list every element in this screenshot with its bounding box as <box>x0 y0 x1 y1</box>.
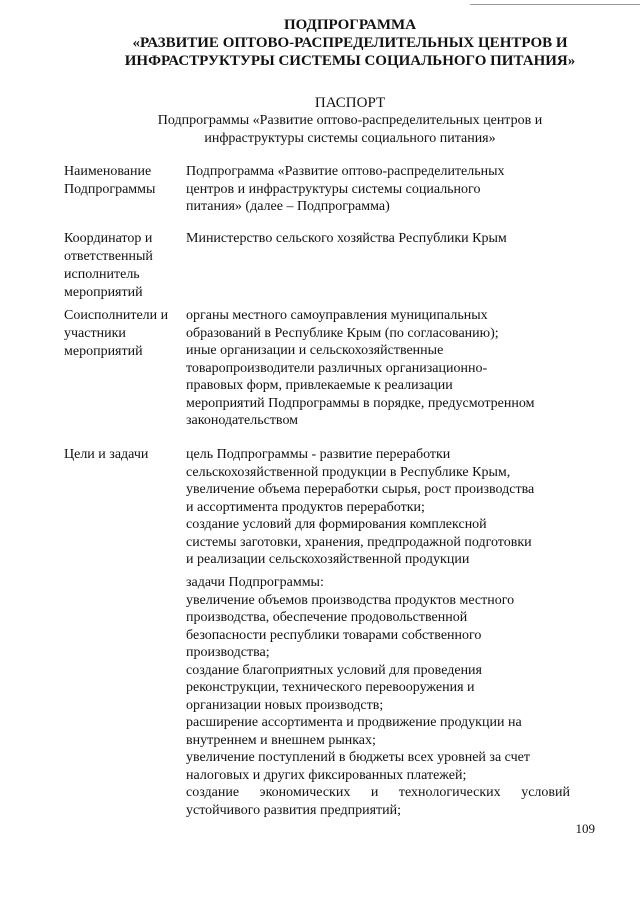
row-value-co-executors <box>186 307 570 430</box>
label-line: мероприятий <box>64 285 143 300</box>
label-line: Наименование <box>64 164 152 179</box>
row-label-co-executors <box>64 307 182 361</box>
label-line: Координатор и <box>64 231 153 246</box>
passport-title: ПАСПОРТ <box>314 95 386 111</box>
value-line: питания» (далее – Подпрограмма) <box>186 199 390 214</box>
label-line: мероприятий <box>64 344 143 359</box>
value-line: товаропроизводители различных организационно- <box>186 360 488 376</box>
row-value-coordinator <box>186 230 570 248</box>
label-line: Соисполнители и <box>64 308 169 323</box>
value-line: органы местного самоуправления муниципальных <box>186 308 488 323</box>
label-line: Цели и задачи <box>64 447 149 462</box>
value-line: производства, обеспечение продовольственной <box>186 610 468 625</box>
row-label-name <box>64 163 182 199</box>
row-value-goals <box>186 446 570 569</box>
value-line: устойчивого развития предприятий; <box>186 802 402 818</box>
value-line: увеличение объема переработки сырья, рост производства <box>186 482 535 497</box>
row-value-tasks <box>186 574 570 819</box>
label-line: участники <box>64 326 126 341</box>
value-line: расширение ассортимента и продвижение продукции на <box>186 715 522 730</box>
document-heading <box>60 16 640 70</box>
heading-line: «РАЗВИТИЕ ОПТОВО-РАСПРЕДЕЛИТЕЛЬНЫХ ЦЕНТРОВ И <box>132 35 568 51</box>
passport-subtitle-line: Подпрограммы «Развитие оптово-распределительных центров и <box>157 113 543 128</box>
label-line: исполнитель <box>64 267 140 282</box>
label-line: ответственный <box>64 249 153 264</box>
heading-line: ПОДПРОГРАММА <box>283 17 417 33</box>
value-line: Подпрограмма «Развитие оптово-распределительных <box>186 164 505 179</box>
passport-subtitle-line: инфраструктуры системы социального питания» <box>204 131 496 146</box>
value-line: мероприятий Подпрограммы в порядке, предусмотренном <box>186 395 535 411</box>
label-line: Подпрограммы <box>64 182 156 197</box>
value-line-justified <box>186 784 570 802</box>
passport-subtitle <box>60 112 640 148</box>
heading-line: ИНФРАСТРУКТУРЫ СИСТЕМЫ СОЦИАЛЬНОГО ПИТАНИЯ» <box>124 53 576 69</box>
row-label-coordinator <box>64 230 182 302</box>
value-line: внутреннем и внешнем рынках; <box>186 732 376 748</box>
value-line: безопасности республики товарами собственного <box>186 627 482 643</box>
value-line: и реализации сельскохозяйственной продукции <box>186 552 470 567</box>
value-line: иные организации и сельскохозяйственные <box>186 343 444 358</box>
value-line: сельскохозяйственной продукции в Республике Крым, <box>186 464 511 480</box>
value-line: увеличение объемов производства продуктов местного <box>186 592 515 608</box>
value-line: центров и инфраструктуры системы социального <box>186 181 481 197</box>
value-line: задачи Подпрограммы: <box>186 575 324 590</box>
value-line: и ассортимента продуктов переработки; <box>186 499 425 515</box>
value-line: реконструкции, технического перевооружения и <box>186 680 475 695</box>
row-value-name <box>186 163 570 216</box>
value-line: производства; <box>186 645 270 660</box>
value-line: цель Подпрограммы - развитие переработки <box>186 447 451 462</box>
value-line: Министерство сельского хозяйства Республики Крым <box>186 231 507 246</box>
row-label-goals <box>64 446 182 464</box>
value-line: образований в Республике Крым (по согласованию); <box>186 325 499 341</box>
value-line: увеличение поступлений в бюджеты всех уровней за счет <box>186 750 530 765</box>
value-line: создание условий для формирования комплексной <box>186 517 487 532</box>
value-line: системы заготовки, хранения, предпродажной подготовки <box>186 534 532 550</box>
page-number: 109 <box>575 821 595 836</box>
value-line: правовых форм, привлекаемые к реализации <box>186 378 453 393</box>
value-line: организации новых производств; <box>186 697 384 713</box>
top-edge-rule <box>470 4 640 5</box>
value-line: налоговых и других фиксированных платежей; <box>186 767 467 783</box>
value-line: создание экономических и технологических условий <box>186 785 570 800</box>
value-line: законодательством <box>186 413 299 428</box>
value-line: создание благоприятных условий для проведения <box>186 662 482 678</box>
